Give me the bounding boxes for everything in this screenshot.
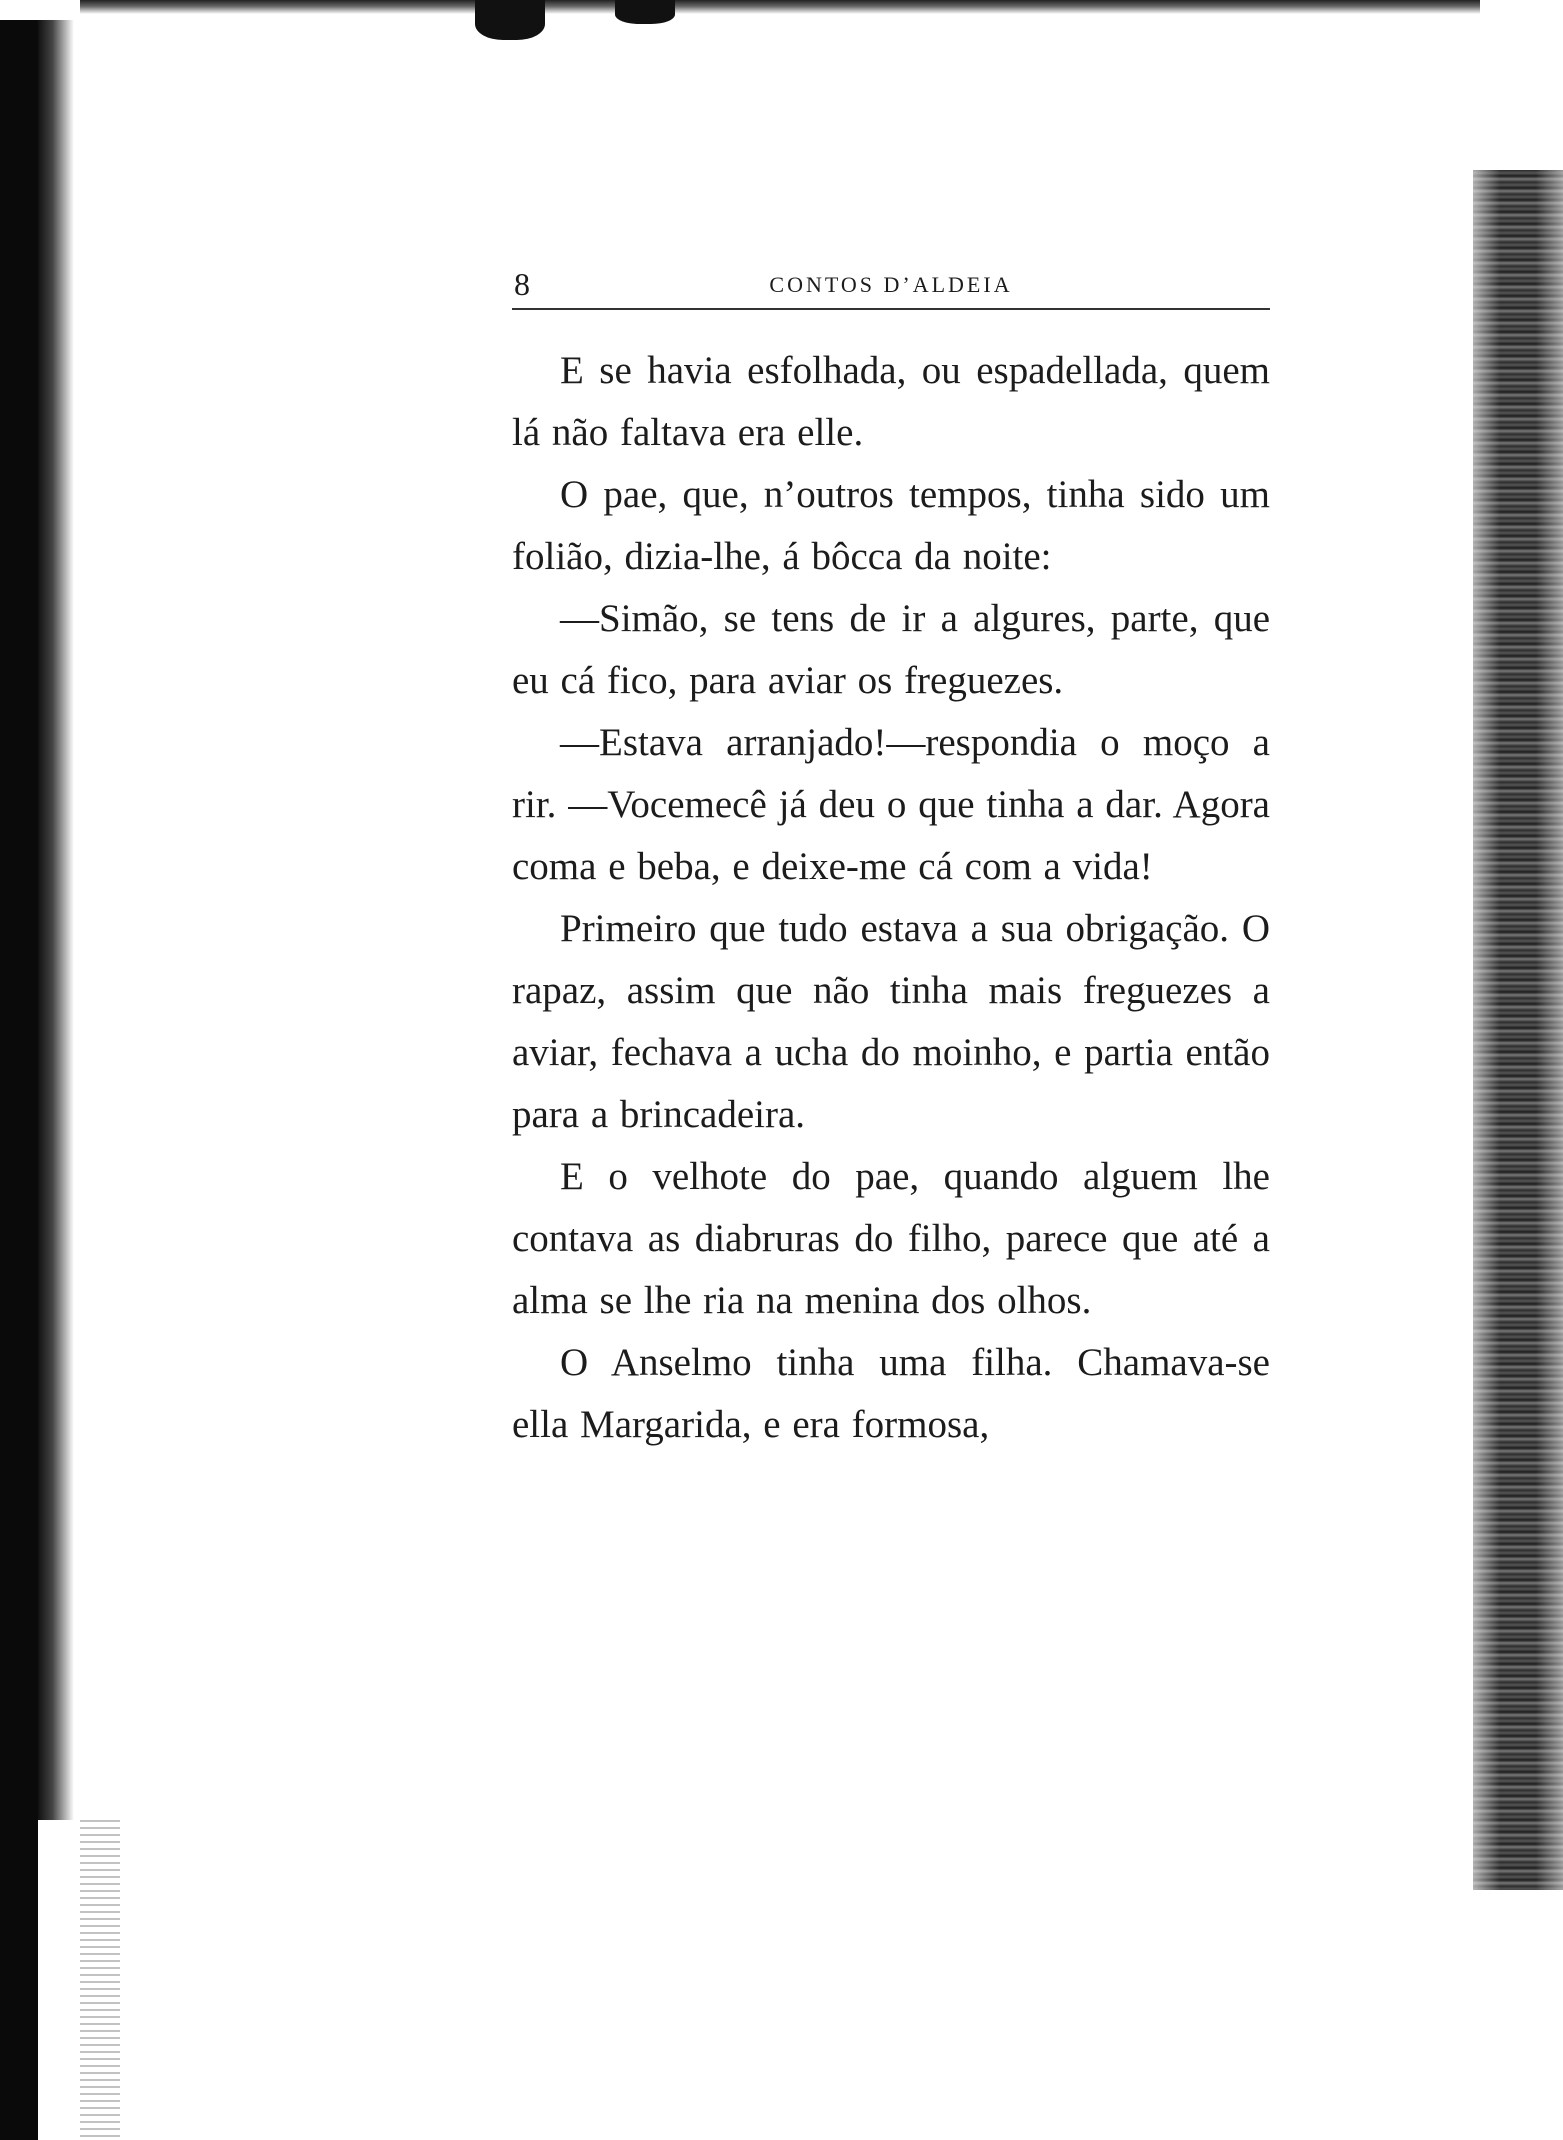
running-title: CONTOS D’ALDEIA — [769, 272, 1013, 297]
paragraph: —Estava arranjado!—respondia o moço a rir. —Vocemecê já deu o que tinha a dar. Agora coma e beba, e deixe-me cá com a vida! — [512, 721, 1270, 888]
page-number: 8 — [514, 266, 530, 302]
scan-speckle — [80, 1820, 120, 2140]
paragraph: O Anselmo tinha uma filha. Chamava-se ella Margarida, e era formosa, — [512, 1341, 1270, 1446]
running-head — [512, 260, 1270, 310]
paragraph: Primeiro que tudo estava a sua obrigação. O rapaz, assim que não tinha mais freguezes a aviar, fechava a ucha do moinho, e partia então para a brincadeira. — [512, 907, 1270, 1136]
scan-right-edge-shadow — [1473, 170, 1563, 1890]
scan-ink-blot — [615, 0, 675, 24]
scan-ink-blot — [475, 0, 545, 40]
paragraph: O pae, que, n’outros tempos, tinha sido um folião, dizia-lhe, á bôcca da noite: — [512, 473, 1270, 578]
paragraph: E o velhote do pae, quando alguem lhe contava as diabruras do filho, parece que até a alma se lhe ria na menina dos olhos. — [512, 1155, 1270, 1322]
paragraph: E se havia esfolhada, ou espadellada, quem lá não faltava era elle. — [512, 349, 1270, 454]
paragraph: —Simão, se tens de ir a algures, parte, que eu cá fico, para aviar os freguezes. — [512, 597, 1270, 702]
scan-top-edge-shadow — [80, 0, 1480, 14]
body-text — [512, 340, 1270, 1456]
book-page — [512, 260, 1270, 1456]
scan-left-edge-shadow — [0, 20, 38, 2140]
